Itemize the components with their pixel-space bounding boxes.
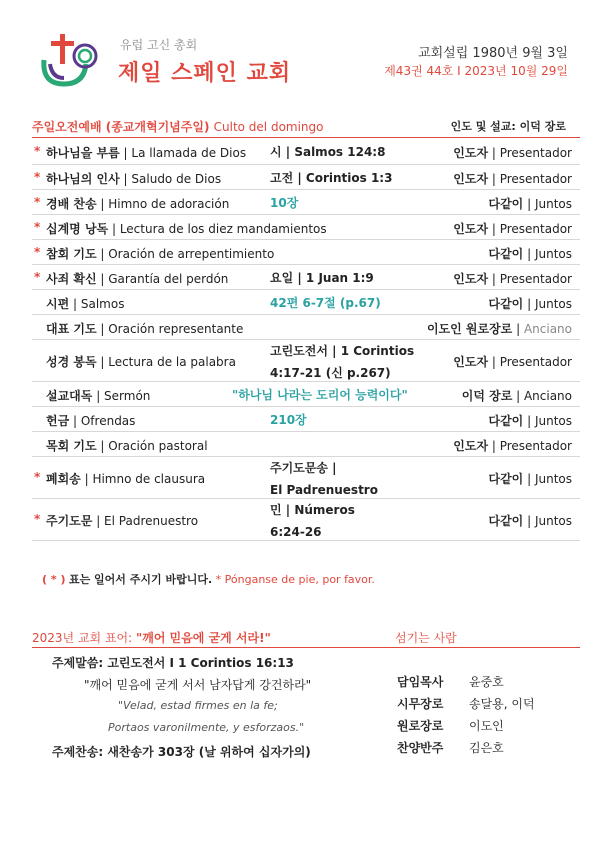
staff-list (397, 670, 587, 758)
theme-verse-ko: "깨어 믿음에 굳게 서서 남자답게 강건하라" (84, 678, 312, 692)
item-presenter: 다같이 | Juntos (488, 297, 572, 311)
worship-row (32, 407, 580, 432)
item-reference-line: 고전 | Corintios 1:3 (270, 171, 393, 185)
presenter-es: Juntos (534, 197, 572, 211)
presenter-es: Presentador (499, 146, 572, 160)
item-reference-line: 시 | Salmos 124:8 (270, 145, 386, 159)
item-name-es: Oración pastoral (108, 439, 208, 453)
item-name: 십계명 낭독 | Lectura de los diez mandamientos (46, 222, 327, 236)
item-reference-line: 4:17-21 (신 p.267) (270, 366, 391, 380)
org-subtitle: 유럽 고신 총회 (120, 38, 198, 52)
presenter-ko: 이덕 장로 (461, 389, 513, 403)
standing-star: * (34, 270, 41, 284)
item-presenter: 인도자 | Presentador (453, 222, 572, 236)
item-name-ko: 사죄 확신 (46, 272, 97, 286)
worship-row (32, 499, 580, 541)
item-name-es: Lectura de los diez mandamientos (119, 222, 327, 236)
theme-verse-ref: 주제말씀: 고린도전서 I 1 Corintios 16:13 (52, 656, 294, 670)
worship-row (32, 340, 580, 382)
worship-row (32, 165, 580, 190)
standing-star: * (34, 144, 41, 158)
item-name-es: Oración de arrepentimiento (108, 247, 275, 261)
service-title (32, 118, 324, 135)
presenter-ko: 다같이 (488, 514, 524, 528)
theme-hymn: 주제찬송: 새찬송가 303장 (날 위하여 십자가의) (52, 745, 311, 759)
item-reference (270, 267, 374, 289)
presenter-es: Anciano (523, 322, 572, 336)
standing-star: * (34, 220, 41, 234)
item-name-es: Sermón (104, 389, 151, 403)
item-reference (270, 499, 355, 543)
staff-row (397, 692, 587, 714)
service-title-es: Culto del domingo (213, 120, 324, 134)
presenter-es: Presentador (499, 355, 572, 369)
item-name: 시편 | Salmos (46, 297, 125, 311)
motto-label: 2023년 교회 표어: (32, 631, 133, 645)
worship-row (32, 457, 580, 499)
item-reference-line: 42편 6-7절 (p.67) (270, 296, 381, 310)
presenter-es: Juntos (534, 247, 572, 261)
item-name: 목회 기도 | Oración pastoral (46, 439, 208, 453)
presenter-ko: 인도자 (453, 272, 489, 286)
item-reference-line: 210장 (270, 413, 307, 427)
item-name: 성경 봉독 | Lectura de la palabra (46, 355, 236, 369)
presenter-es: Juntos (534, 514, 572, 528)
item-name-ko: 폐회송 (46, 472, 81, 486)
presenter-ko: 이도인 원로장로 (426, 322, 513, 336)
presenter-ko: 인도자 (453, 146, 489, 160)
presenter-es: Presentador (499, 272, 572, 286)
presenter-es: Juntos (534, 414, 572, 428)
item-reference (270, 192, 298, 214)
item-name-ko: 대표 기도 (46, 322, 97, 336)
worship-row (32, 240, 580, 265)
worship-row (32, 382, 580, 407)
presenter-ko: 다같이 (488, 472, 524, 486)
staff-name: 송달용, 이덕 (469, 697, 535, 711)
worship-row (32, 139, 580, 165)
worship-row (32, 315, 580, 340)
presenter-es: Presentador (499, 222, 572, 236)
item-name-es: Garantía del perdón (108, 272, 229, 286)
note-marker: ( * ) (42, 573, 66, 586)
item-name-es: Saludo de Dios (131, 172, 222, 186)
item-name-ko: 하나님을 부름 (46, 146, 120, 160)
issue-info: 제43권 44호 I 2023년 10월 29일 (384, 64, 568, 78)
item-name-ko: 설교대독 (46, 389, 93, 403)
item-name-es: El Padrenuestro (104, 514, 199, 528)
item-name-ko: 십계명 낭독 (46, 222, 109, 236)
worship-row (32, 190, 580, 215)
item-presenter: 다같이 | Juntos (488, 514, 572, 528)
item-name: 주기도문 | El Padrenuestro (46, 514, 199, 528)
item-reference (270, 457, 378, 501)
item-presenter: 인도자 | Presentador (453, 439, 572, 453)
item-reference (270, 141, 385, 163)
item-presenter: 인도자 | Presentador (453, 146, 572, 160)
presenter-ko: 인도자 (453, 439, 489, 453)
item-name-es: Oración representante (108, 322, 244, 336)
standing-star: * (34, 470, 41, 484)
service-leader: 인도 및 설교: 이덕 장로 (450, 120, 566, 133)
theme-verse-es-line2: Portaos varonilmente, y esforzaos." (108, 721, 305, 734)
item-reference-line: "하나님 나라는 도리어 능력이다" (232, 388, 408, 402)
item-reference-line: 주기도문송 | (270, 461, 337, 475)
church-logo-icon (38, 34, 100, 90)
item-reference-line: 6:24-26 (270, 525, 322, 539)
item-name-es: La llamada de Dios (131, 146, 247, 160)
worship-row (32, 215, 580, 240)
presenter-es: Anciano (523, 389, 572, 403)
worship-row (32, 432, 580, 457)
staff-row (397, 714, 587, 736)
item-name: 하나님의 인사 | Saludo de Dios (46, 172, 222, 186)
worship-row (32, 290, 580, 315)
presenter-es: Juntos (534, 472, 572, 486)
presenter-ko: 인도자 (453, 222, 489, 236)
presenter-es: Presentador (499, 172, 572, 186)
item-reference (270, 340, 414, 384)
item-name-ko: 경배 찬송 (46, 197, 97, 211)
item-name-ko: 성경 봉독 (46, 355, 97, 369)
item-reference-line: 10장 (270, 196, 299, 210)
presenter-ko: 다같이 (488, 247, 524, 261)
staff-name: 이도인 (469, 719, 504, 733)
staff-name: 윤중호 (469, 675, 504, 689)
note-ko: 표는 일어서 주시기 바랍니다. (68, 573, 213, 586)
standing-star: * (34, 245, 41, 259)
presenter-ko: 다같이 (488, 197, 524, 211)
staff-role: 시무장로 (397, 697, 444, 711)
item-presenter: 인도자 | Presentador (453, 172, 572, 186)
staff-role: 담임목사 (397, 675, 444, 689)
item-name-ko: 참회 기도 (46, 247, 97, 261)
item-name: 헌금 | Ofrendas (46, 414, 136, 428)
item-presenter: 다같이 | Juntos (488, 247, 572, 261)
item-name-ko: 헌금 (46, 414, 70, 428)
item-name-ko: 주기도문 (46, 514, 93, 528)
standing-star: * (34, 512, 41, 526)
motto-title (32, 629, 271, 646)
note-es: * Pónganse de pie, por favor. (215, 573, 375, 586)
presenter-ko: 인도자 (453, 355, 489, 369)
item-presenter: 다같이 | Juntos (488, 414, 572, 428)
bulletin-header (0, 0, 612, 105)
item-name: 하나님을 부름 | La llamada de Dios (46, 146, 247, 160)
item-reference (270, 409, 307, 431)
staff-row (397, 670, 587, 692)
worship-row (32, 265, 580, 290)
staff-role: 찬양반주 (397, 741, 444, 755)
item-presenter: 다같이 | Juntos (488, 472, 572, 486)
theme-verse-es-line1: "Velad, estad firmes en la fe; (118, 699, 278, 712)
presenter-es: Juntos (534, 297, 572, 311)
item-name-es: Himno de clausura (92, 472, 206, 486)
item-reference-line: 요일 | 1 Juan 1:9 (270, 271, 374, 285)
item-name-es: Himno de adoración (108, 197, 230, 211)
item-reference (232, 384, 408, 406)
standing-note (42, 571, 375, 587)
item-presenter: 인도자 | Presentador (453, 272, 572, 286)
item-reference (270, 167, 392, 189)
item-name-ko: 시편 (46, 297, 70, 311)
servants-title: 섬기는 사람 (395, 631, 457, 645)
item-presenter: 이덕 장로 | Anciano (461, 389, 572, 403)
item-name: 사죄 확신 | Garantía del perdón (46, 272, 229, 286)
item-reference-line: 민 | Números (270, 503, 355, 517)
item-name-ko: 하나님의 인사 (46, 172, 120, 186)
presenter-ko: 다같이 (488, 297, 524, 311)
presenter-ko: 인도자 (453, 172, 489, 186)
motto-header (32, 626, 580, 648)
established-date: 교회설립 1980년 9월 3일 (418, 46, 568, 61)
presenter-ko: 다같이 (488, 414, 524, 428)
item-name-ko: 목회 기도 (46, 439, 97, 453)
item-reference (270, 292, 381, 314)
item-name: 경배 찬송 | Himno de adoración (46, 197, 230, 211)
item-name-es: Ofrendas (80, 414, 136, 428)
service-title-ko: 주일오전예배 (종교개혁기념주일) (32, 120, 210, 134)
item-name: 참회 기도 | Oración de arrepentimiento (46, 247, 275, 261)
standing-star: * (34, 195, 41, 209)
staff-row (397, 736, 587, 758)
order-of-worship (32, 139, 580, 541)
staff-name: 김은호 (469, 741, 504, 755)
church-name: 제일 스페인 교회 (118, 61, 292, 86)
item-name: 폐회송 | Himno de clausura (46, 472, 206, 486)
item-name-es: Salmos (80, 297, 125, 311)
item-reference-line: El Padrenuestro (270, 483, 378, 497)
item-name: 대표 기도 | Oración representante (46, 322, 244, 336)
item-name-es: Lectura de la palabra (108, 355, 236, 369)
item-presenter: 다같이 | Juntos (488, 197, 572, 211)
item-name: 설교대독 | Sermón (46, 389, 151, 403)
staff-role: 원로장로 (397, 719, 444, 733)
service-header (32, 114, 580, 138)
item-presenter: 이도인 원로장로 | Anciano (426, 322, 572, 336)
motto-text: "깨어 믿음에 굳게 서라!" (136, 631, 271, 645)
standing-star: * (34, 170, 41, 184)
presenter-es: Presentador (499, 439, 572, 453)
item-reference-line: 고린도전서 | 1 Corintios (270, 344, 415, 358)
item-presenter: 인도자 | Presentador (453, 355, 572, 369)
